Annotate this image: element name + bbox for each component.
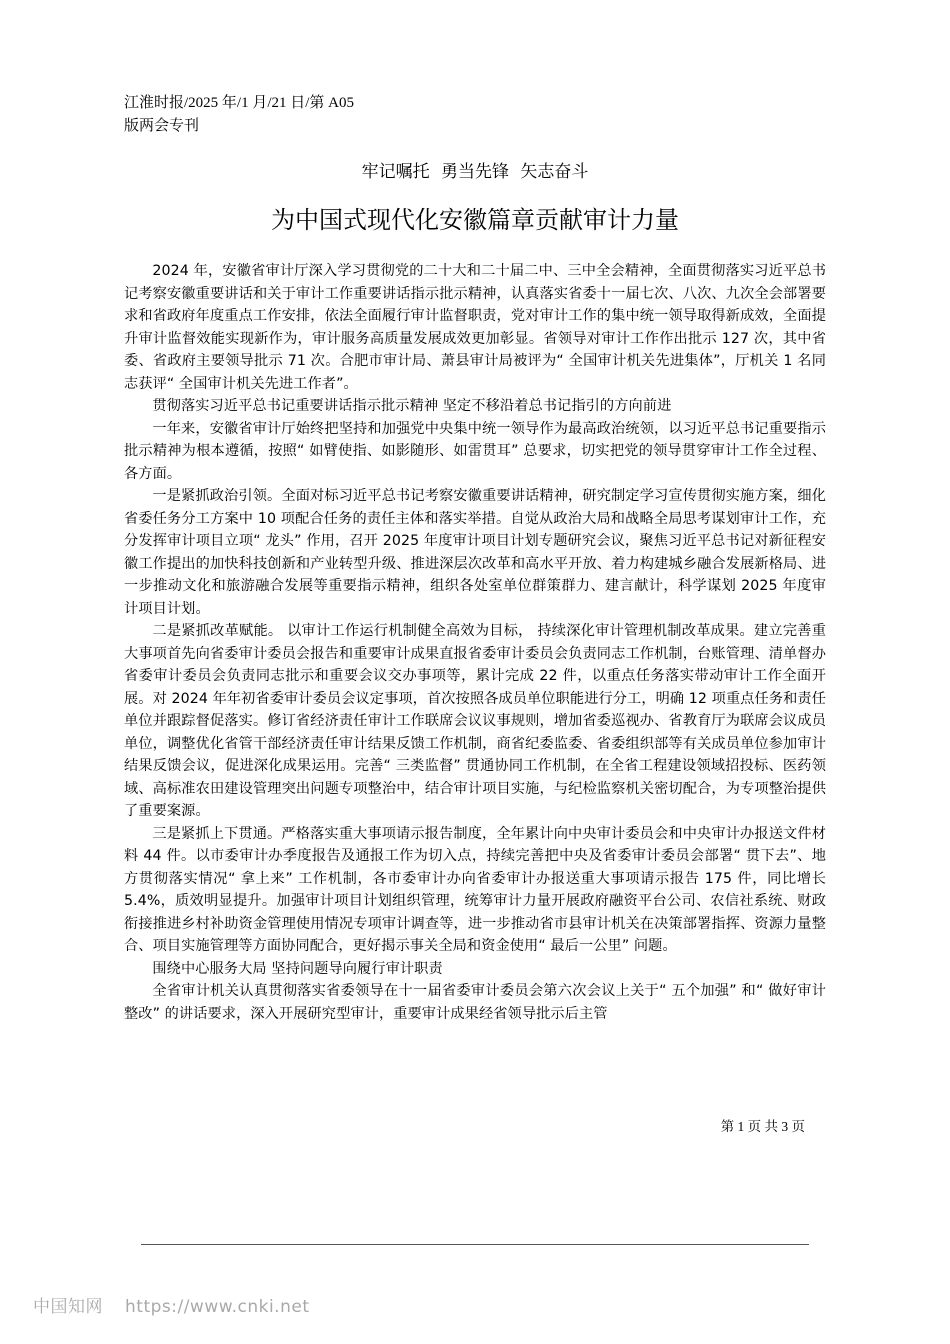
footer-divider xyxy=(141,1244,809,1245)
source-citation xyxy=(124,92,424,138)
article-title: 为中国式现代化安徽篇章贡献审计力量 xyxy=(271,206,679,234)
watermark-brand: 中国知网 xyxy=(33,1297,103,1317)
paragraph-reform: 二是紧抓改革赋能。 以审计工作运行机制健全高效为目标， 持续深化审计管理机制改革成果。建立完善重大事项首先向省委审计委员会报告和重要审计成果直报省委审计委员会负责同志工作机制，台账管理、清单督办省委审计委员会负责同志批示和重要会议交办事项等，累计完成 22 件，以重点任务落实带动审计工作全面开展。对 2024 年年初省委审计委员会议定事项，首次按照各成员单位职能进行分工，明确 12 项重点任务和责任单位并跟踪督促落实。修订省经济责任审计工作联席会议议事规则，增加省委巡视办、省教育厅为联席会议成员单位，调整优化省管干部经济责任审计结果反馈工作机制，商省纪委监委、省委组织部等有关成员单位参加审计结果反馈会议，促进深化成果运用。完善“ 三类监督” 贯通协同工作机制，在全省工程建设领域招投标、医药领域、高标准农田建设管理突出问题专项整治中，结合审计项目实施，与纪检监察机关密切配合，为专项整治提供了重要案源。 xyxy=(124,623,826,819)
watermark-url: https://www.cnki.net xyxy=(125,1297,310,1317)
article-body xyxy=(124,260,826,1025)
watermark xyxy=(33,1292,331,1317)
section-heading-2: 围绕中心服务大局 坚持问题导向履行审计职责 xyxy=(152,960,443,977)
page-number: 第 1 页 共 3 页 xyxy=(720,1119,805,1134)
source-line-2: 版两会专刊 xyxy=(124,118,200,134)
section-heading-1: 贯彻落实习近平总书记重要讲话指示批示精神 坚定不移沿着总书记指引的方向前进 xyxy=(152,398,672,414)
article-subtitle: 牢记嘱托 勇当先锋 矢志奋斗 xyxy=(361,162,589,182)
paragraph-political-guidance: 一是紧抓政治引领。全面对标习近平总书记考察安徽重要讲话精神，研究制定学习宣传贯彻实施方案，细化省委任务分工方案中 10 项配合任务的责任主体和落实举措。自觉从政治大局和战略全局思考谋划审计工作，充分发挥审计项目立项“ 龙头” 作用，召开 2025 年度审计项目计划专题研究会议，聚焦习近平总书记对新征程安徽工作提出的加快科技创新和产业转型升级、推进深层次改革和高水平开放、着力构建城乡融合发展新格局、进一步推动文化和旅游融合发展等重要指示精神，组织各处室单位群策群力、建言献计，科学谋划 2025 年度审计项目计划。 xyxy=(124,488,826,617)
paragraph-overview: 一年来，安徽省审计厅始终把坚持和加强党中央集中统一领导作为最高政治统领，以习近平总书记重要指示批示精神为根本遵循，按照“ 如臂使指、如影随形、如雷贯耳” 总要求，切实把党的领导贯穿审计工作全过程、各方面。 xyxy=(124,420,826,482)
paragraph-intro: 2024 年，安徽省审计厅深入学习贯彻党的二十大和二十届二中、三中全会精神，全面贯彻落实习近平总书记考察安徽重要讲话和关于审计工作重要讲话指示批示精神，认真落实省委十一届七次、八次、九次全会部署要求和省政府年度重点工作安排，依法全面履行审计监督职责，党对审计工作的集中统一领导取得新成效，全面提升审计监督效能实现新作为，审计服务高质量发展成效更加彰显。省领导对审计工作作出批示 127 次，其中省委、省政府主要领导批示 71 次。合肥市审计局、萧县审计局被评为“ 全国审计机关先进集体”，厅机关 1 名同志获评“ 全国审计机关先进工作者”。 xyxy=(124,263,826,392)
paragraph-continued: 全省审计机关认真贯彻落实省委领导在十一届省委审计委员会第六次会议上关于“ 五个加强” 和“ 做好审计整改” 的讲话要求，深入开展研究型审计，重要审计成果经省领导批示后主管 xyxy=(124,983,826,1022)
paragraph-coordination: 三是紧抓上下贯通。严格落实重大事项请示报告制度，全年累计向中央审计委员会和中央审计办报送文件材料 44 件。以市委审计办季度报告及通报工作为切入点，持续完善把中央及省委审计委员会部署“ 贯下去”、地方贯彻落实情况“ 拿上来” 工作机制，各市委审计办向省委审计办报送重大事项请示报告 175 件，同比增长 5.4%，质效明显提升。加强审计项目计划组织管理，统筹审计力量开展政府融资平台公司、农信社系统、财政衔接推进乡村补助资金管理使用情况专项审计调查等，进一步推动省市县审计机关在决策部署指挥、资源力量整合、项目实施管理等方面协同配合，更好揭示事关全局和资金使用“ 最后一公里” 问题。 xyxy=(124,825,826,954)
source-line-1: 江淮时报/2025 年/1 月/21 日/第 A05 xyxy=(124,95,355,111)
